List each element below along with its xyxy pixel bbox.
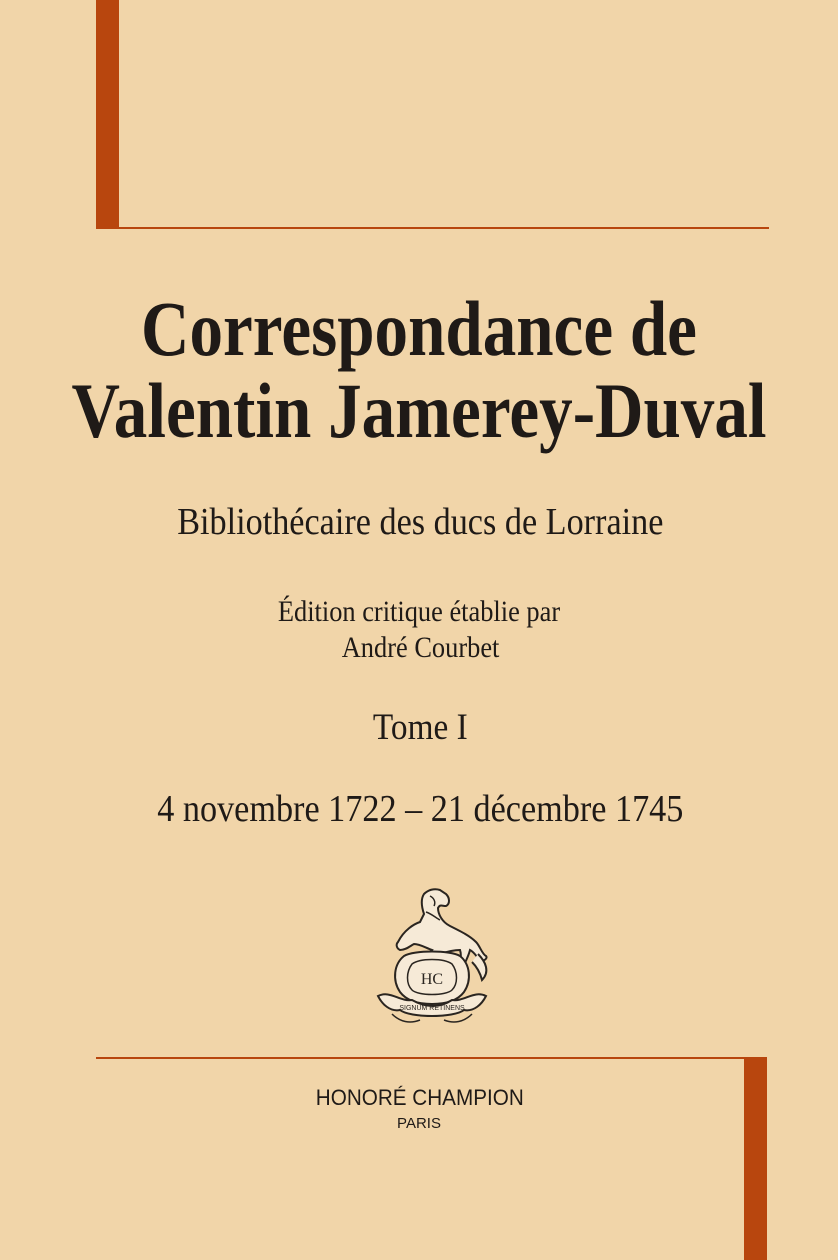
- subtitle: Bibliothécaire des ducs de Lorraine: [177, 501, 664, 543]
- date-range: 4 novembre 1722 – 21 décembre 1745: [157, 788, 684, 830]
- top-accent-bar: [96, 0, 119, 229]
- title-line-1: Correspondance de: [141, 285, 697, 372]
- publisher-name: HONORÉ CHAMPION: [315, 1085, 524, 1110]
- editor-name: André Courbet: [341, 631, 500, 664]
- logo-motto: SIGNUM RETINENS: [399, 1005, 465, 1012]
- volume-label: Tome I: [372, 707, 468, 748]
- publisher-city: PARIS: [397, 1115, 441, 1132]
- title-line-2: Valentin Jamerey-Duval: [71, 367, 767, 454]
- top-rule: [96, 227, 769, 229]
- logo-monogram: HC: [420, 971, 444, 988]
- edition-line: Édition critique établie par: [277, 595, 561, 628]
- bottom-rule: [96, 1057, 767, 1059]
- horse-emblem-icon: [370, 884, 494, 1028]
